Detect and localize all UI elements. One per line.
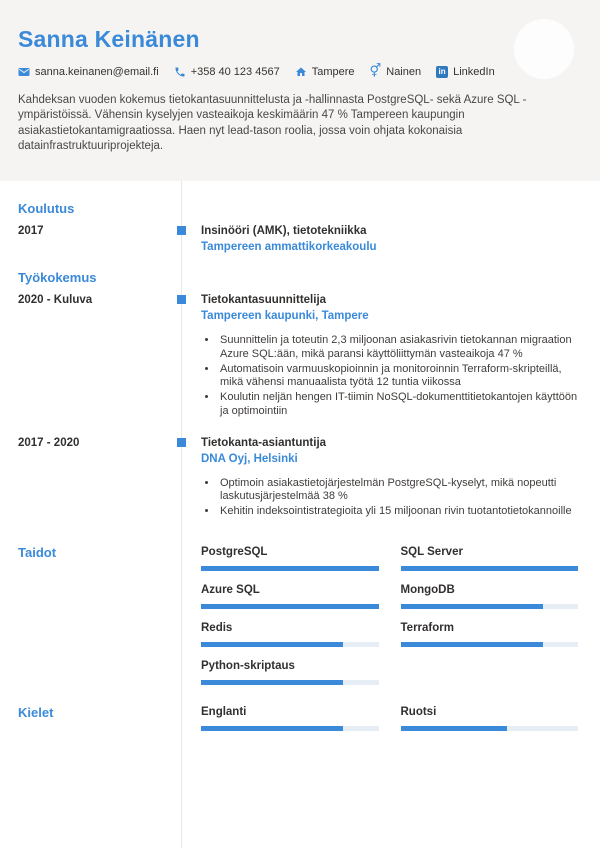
- languages-grid: [201, 705, 578, 731]
- phone-icon: [174, 66, 186, 78]
- education-entry: [0, 223, 600, 255]
- language-item: [201, 705, 379, 731]
- bullet-item: • Suunnittelin ja toteutin 2,3 miljoonan asiakasrivin tietokannan migraation Azure SQL:ään, mikä paransi käyttöliittymän vasteaikoja 47 %: [218, 334, 578, 362]
- photo-placeholder: [514, 19, 574, 79]
- language-label: Englanti: [201, 705, 247, 718]
- contact-email[interactable]: [18, 66, 159, 78]
- skill-label: SQL Server: [400, 545, 463, 558]
- contact-email-label: sanna.keinanen@email.fi: [35, 66, 159, 78]
- skill-label: MongoDB: [400, 583, 455, 596]
- skill-bar-fill: [201, 566, 379, 571]
- skill-bar-fill: [201, 642, 343, 647]
- language-bar-track: [201, 726, 379, 731]
- candidate-name: Sanna Keinänen: [18, 26, 200, 52]
- bullet-item: • Optimoin asiakastietojärjestelmän PostgreSQL-kyselyt, mikä nopeutti laskutusjärjestelmää 38 %: [218, 477, 578, 505]
- experience-entry: [0, 435, 600, 520]
- entry-marker-square: [177, 438, 186, 447]
- entry-subtitle: Tampereen ammattikorkeakoulu: [201, 241, 377, 253]
- skills-grid: [201, 545, 578, 685]
- language-item: [401, 705, 579, 731]
- language-label: Ruotsi: [400, 705, 437, 718]
- skill-bar-track: [201, 642, 379, 647]
- envelope-icon: [18, 66, 30, 78]
- skill-bar-track: [401, 642, 579, 647]
- linkedin-icon: in: [436, 66, 448, 78]
- contact-gender-label: Nainen: [386, 66, 422, 78]
- language-bar-fill: [201, 726, 343, 731]
- language-bar-track: [401, 726, 579, 731]
- contact-phone-label: +358 40 123 4567: [190, 66, 280, 78]
- skill-bar-fill: [201, 604, 379, 609]
- skill-item: [401, 583, 579, 609]
- home-icon: [295, 66, 307, 78]
- contact-linkedin-label: LinkedIn: [453, 66, 495, 78]
- entry-marker-square: [177, 226, 186, 235]
- skill-item: [401, 545, 579, 571]
- skill-item: [201, 583, 379, 609]
- entry-bullets: [201, 334, 578, 419]
- skill-bar-fill: [401, 566, 579, 571]
- entry-subtitle: DNA Oyj, Helsinki: [201, 452, 298, 465]
- experience-entries: [0, 292, 600, 520]
- bullet-item: • Koulutin neljän hengen IT-tiimin NoSQL-dokumenttitietokantojen käyttöön ja optimointiin: [218, 391, 578, 419]
- resume-body: [0, 181, 600, 731]
- contact-row: [18, 66, 580, 78]
- entry-date: 2017 - 2020: [18, 436, 80, 449]
- skill-bar-fill: [201, 680, 343, 685]
- skill-bar-track: [401, 566, 579, 571]
- entry-bullets: [201, 477, 578, 519]
- entry-date: 2017: [18, 225, 44, 237]
- education-heading-row: [0, 201, 600, 216]
- experience-section-heading: Työkokemus: [18, 270, 97, 285]
- skill-bar-track: [201, 566, 379, 571]
- education-entries: [0, 223, 600, 255]
- skill-label: PostgreSQL: [201, 545, 268, 558]
- language-bar-fill: [401, 726, 508, 731]
- skill-bar-track: [201, 604, 379, 609]
- skill-label: Azure SQL: [201, 583, 260, 596]
- resume-header: [0, 0, 600, 181]
- entry-title: Tietokantasuunnittelija: [201, 294, 327, 306]
- skill-label: Redis: [201, 621, 233, 634]
- skill-item: [401, 621, 579, 647]
- education-section-heading: Koulutus: [18, 201, 75, 216]
- contact-linkedin[interactable]: [436, 66, 495, 78]
- skill-label: Python-skriptaus: [201, 659, 295, 672]
- contact-location: [295, 66, 355, 78]
- skill-bar-track: [201, 680, 379, 685]
- skill-bar-track: [401, 604, 579, 609]
- skill-item: [201, 545, 379, 571]
- bullet-item: • Automatisoin varmuuskopioinnin ja monitoroinnin Terraform-skripteillä, mikä vähensi manuaalista työtä 12 tuntia viikossa: [218, 363, 578, 391]
- gender-icon: ⚥: [369, 64, 382, 79]
- languages-section-heading: Kielet: [18, 704, 54, 720]
- experience-entry: [0, 292, 600, 420]
- bullet-item: • Kehitin indeksointistrategioita yli 15 miljoonan rivin tuotantotietokannoille: [218, 505, 578, 519]
- skills-section-heading: Taidot: [18, 544, 57, 560]
- skill-label: Terraform: [400, 621, 454, 634]
- entry-marker-square: [177, 295, 186, 304]
- entry-subtitle: Tampereen kaupunki, Tampere: [201, 310, 369, 322]
- contact-location-label: Tampere: [311, 66, 355, 78]
- entry-title: Tietokanta-asiantuntija: [201, 436, 327, 449]
- entry-date: 2020 - Kuluva: [18, 294, 93, 306]
- contact-gender: [370, 66, 422, 78]
- entry-title: Insinööri (AMK), tietotekniikka: [201, 225, 367, 237]
- skill-bar-fill: [401, 604, 543, 609]
- languages-row: [0, 705, 600, 731]
- skill-bar-fill: [401, 642, 543, 647]
- skill-item: [201, 621, 379, 647]
- skills-row: [0, 545, 600, 685]
- contact-phone: [174, 66, 280, 78]
- skill-item: [201, 659, 379, 685]
- experience-heading-row: [0, 270, 600, 285]
- profile-summary: Kahdeksan vuoden kokemus tietokantasuunnittelusta ja -hallinnasta PostgreSQL- sekä Azure SQL -ympäristöissä. Vähensin kyselyjen vasteaikoja keskimäärin 47 % Tampereen kaupungin asiakastietokantamigraatiossa. Haen nyt lead-tason roolia, jossa voin ohjata kokonaisia datainfrastruktuuriprojekteja.: [18, 94, 527, 152]
